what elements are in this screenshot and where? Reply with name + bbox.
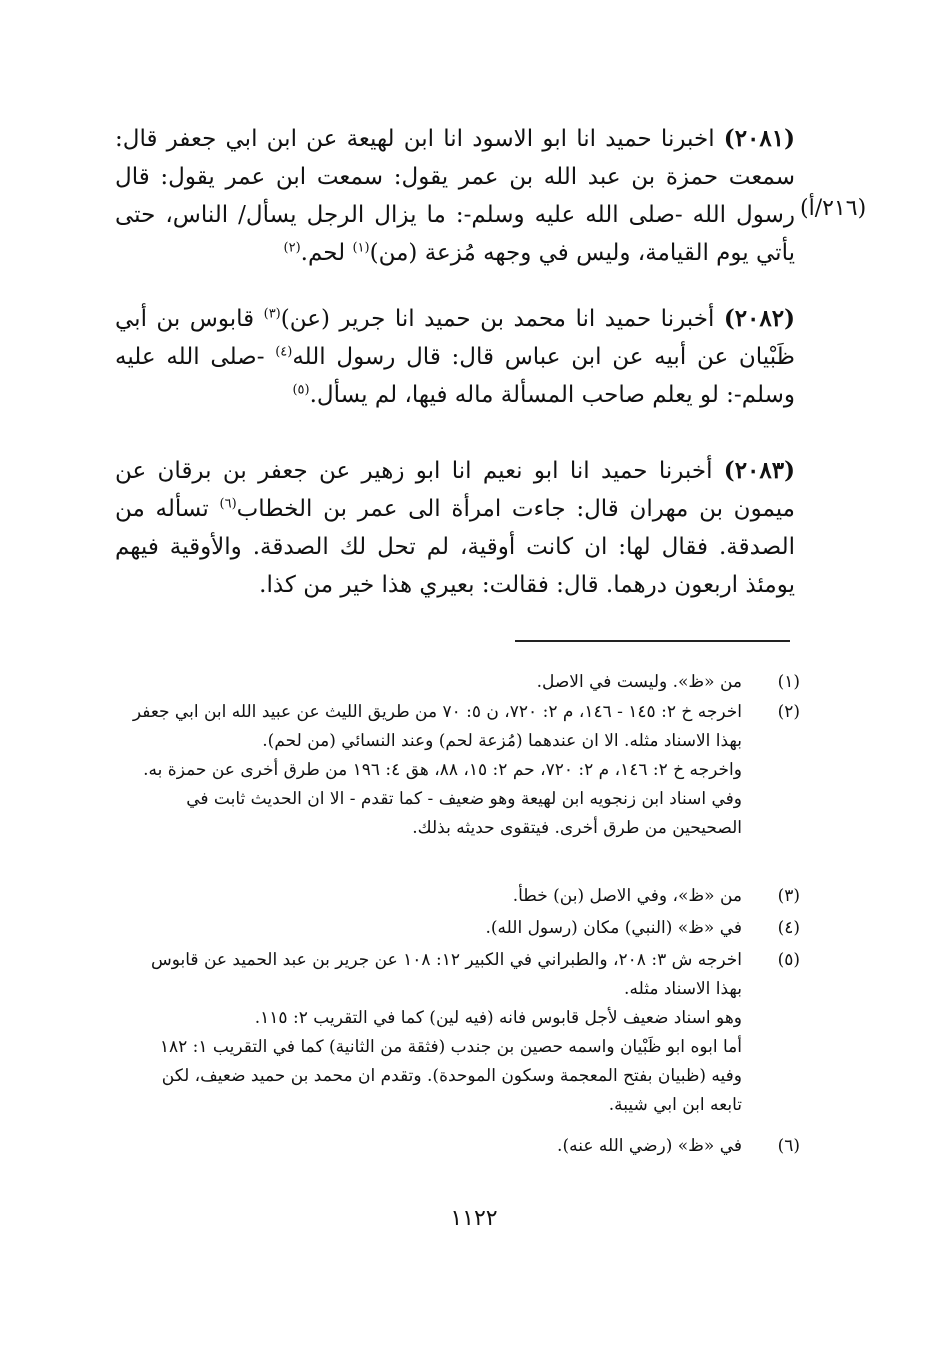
hadith-text: أخبرنا حميد انا ابو نعيم انا ابو زهير عن جعفر بن برقان عن ميمون بن مهران قال: جاءت امرأة الى عمر بن الخطاب — [115, 458, 796, 522]
footnote-text: اخرجه خ ٢: ١٤٥ - ١٤٦، م ٢: ٧٢٠، ن ٥: ٧٠ من طريق الليث عن عبيد الله ابن ابي جعفر بهذا الاسناد مثله. الا ان عندهما (مُزعة لحم) وعند النسائي (من لحم). — [132, 702, 742, 751]
footnote-4 — [130, 914, 800, 943]
hadith-text-tail: لحم. — [300, 240, 353, 266]
footnote-text: واخرجه خ ٢: ١٤٦، م ٢: ٧٢٠، حم ٢: ١٥، ٨٨، هق ٤: ١٩٦ من طرق أخرى عن حمزة به. — [143, 760, 742, 780]
footnote-marker: (٢) — [283, 240, 301, 256]
footnote-1 — [130, 668, 800, 697]
footnote-marker: (٤) — [275, 344, 293, 360]
footnote-number: (٢) — [777, 702, 800, 722]
footnote-text: من «ظ»، وفي الاصل (بن) خطأ. — [512, 886, 742, 906]
footnote-text: في «ظ» (النبي) مكان (رسول الله). — [485, 918, 742, 938]
hadith-text-3: -صلى الله عليه وسلم-: لو يعلم صاحب المسألة ماله فيها، لم يسأل. — [115, 344, 795, 408]
footnote-number: (٦) — [777, 1136, 800, 1156]
footnote-number: (٤) — [777, 918, 800, 938]
footnote-number: (٣) — [777, 886, 800, 906]
footnote-number: (٥) — [777, 950, 800, 970]
manuscript-folio-ref: (٢١٦/أ) — [800, 196, 867, 221]
hadith-2083 — [115, 452, 795, 604]
footnote-6 — [130, 1132, 800, 1161]
hadith-text-2: تسأله من الصدقة. فقال لها: ان كانت أوقية، لم تحل لك الصدقة. والأوقية فيهم يومئذ اربعون درهما. قال: فقالت: بعيري هذا خير من كذا. — [115, 496, 795, 598]
footnote-marker: (١) — [352, 240, 370, 256]
hadith-text: اخبرنا حميد انا ابو الاسود انا ابن لهيعة عن ابن ابي جعفر قال: سمعت حمزة بن عبد الله بن عمر يقول: سمعت ابن عمر يقول: قال رسول الله -صلى الله عليه وسلم-: ما يزال الرجل يسأل/ الناس، حتى يأتي يوم القيامة، وليس في وجهه مُزعة (من) — [115, 126, 795, 266]
hadith-2082 — [115, 300, 795, 414]
hadith-number: (٢٠٨١) — [723, 125, 795, 152]
footnote-separator — [515, 640, 790, 642]
footnote-marker: (٥) — [292, 382, 310, 398]
footnote-5 — [130, 946, 800, 1120]
footnote-text: اخرجه ش ٣: ٢٠٨، والطبراني في الكبير ١٢: ١٠٨ عن جرير بن عبد الحميد عن قابوس بهذا الاسناد مثله. — [150, 950, 742, 999]
footnote-text: في «ظ» (رضي الله عنه). — [557, 1136, 742, 1156]
footnote-2 — [130, 698, 800, 843]
footnote-marker: (٣) — [263, 306, 281, 322]
footnote-text: وفي اسناد ابن زنجويه ابن لهيعة وهو ضعيف - كما تقدم - الا ان الحديث ثابت في الصحيحين من طرق أخرى. فيتقوى حديثه بذلك. — [186, 789, 742, 838]
footnote-text: وهو اسناد ضعيف لأجل قابوس فانه (فيه لين) كما في التقريب ٢: ١١٥. — [254, 1008, 742, 1028]
hadith-number: (٢٠٨٣) — [723, 457, 795, 484]
footnote-marker: (٦) — [219, 496, 237, 512]
footnote-text: من «ظ». وليست في الاصل. — [536, 672, 742, 692]
hadith-2081 — [115, 120, 795, 272]
footnote-3 — [130, 882, 800, 911]
hadith-text-2: قابوس بن أبي ظَبْيان عن أبيه عن ابن عباس قال: قال رسول الله — [115, 306, 795, 370]
page-number: ١١٢٢ — [450, 1206, 498, 1231]
footnote-number: (١) — [777, 672, 800, 692]
hadith-text: أخبرنا حميد انا محمد بن حميد انا جرير (عن) — [280, 306, 715, 332]
footnote-text: أما ابوه ابو ظَبْيان واسمه حصين بن جندب (فثقة من الثانية) كما في التقريب ١: ١٨٢ وفيه (ظبيان بفتح المعجمة وسكون الموحدة). وتقدم ان محمد بن حميد ضعيف، لكن تابعه ابن ابي شيبة. — [159, 1037, 742, 1115]
hadith-number: (٢٠٨٢) — [723, 305, 796, 332]
